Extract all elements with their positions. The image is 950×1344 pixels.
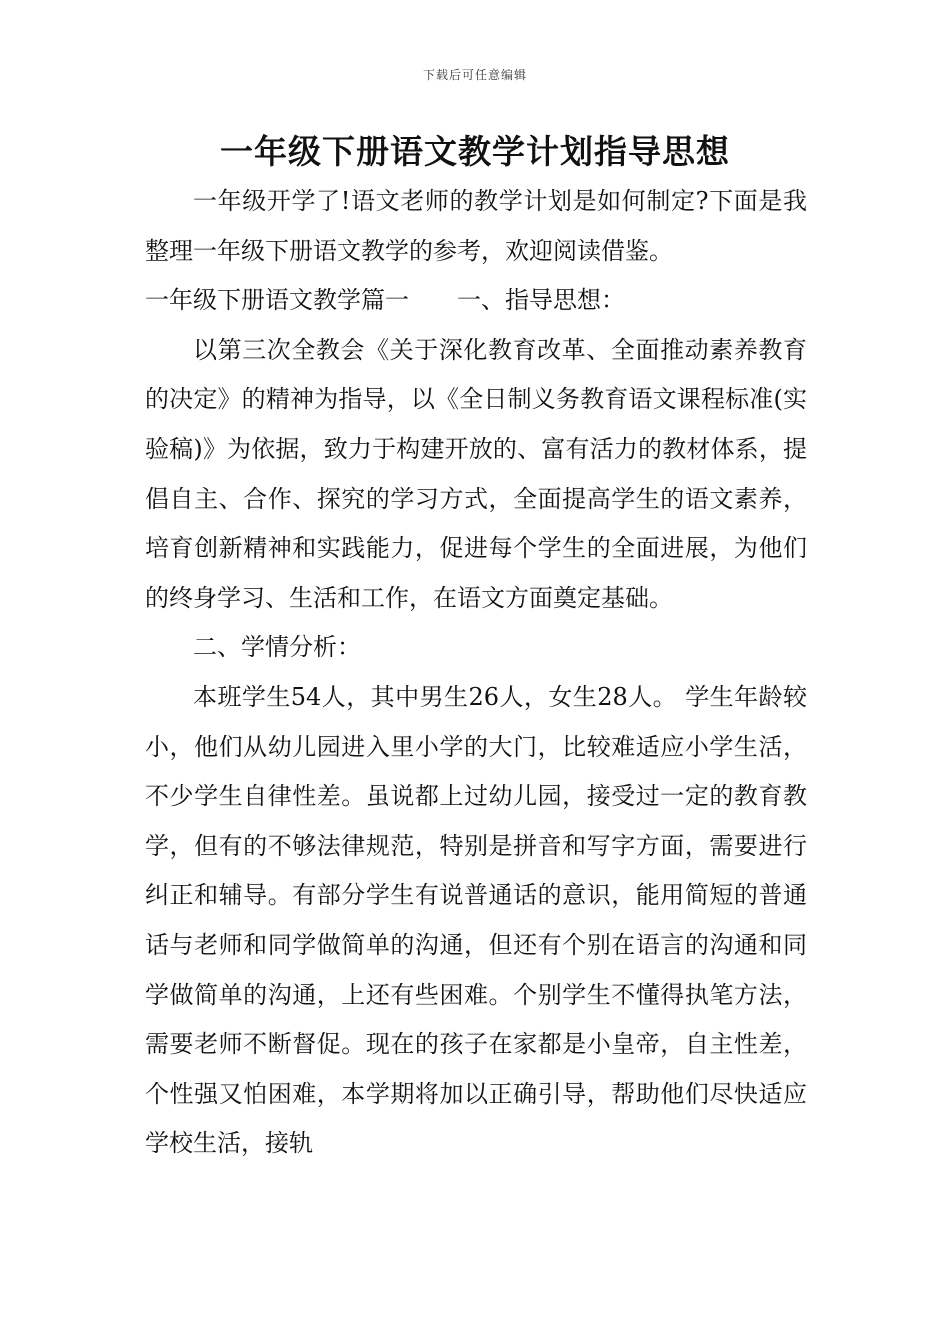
analysis-heading: 二、学情分析： <box>193 633 361 662</box>
intro-paragraph: 一年级开学了!语文老师的教学计划是如何制定?下面是我整理一年级下册语文教学的参考，欢迎阅读借鉴。 <box>145 187 807 265</box>
section-line <box>145 276 807 326</box>
guiding-thought-paragraph: 以第三次全教会《关于深化教育改革、全面推动素养教育的决定》的精神为指导，以《全日制义务教育语文课程标准(实验稿)》为依据，致力于构建开放的、富有活力的教材体系，提倡自主、合作、探究的学习方式，全面提高学生的语文素养，培育创新精神和实践能力，促进每个学生的全面进展，为他们的终身学习、生活和工作，在语文方面奠定基础。 <box>145 335 807 612</box>
document-body <box>145 177 807 1169</box>
document-title: 一年级下册语文教学计划指导思想 <box>220 132 730 171</box>
page-header-note: 下载后可任意编辑 <box>422 68 527 82</box>
section-heading: 一、指导思想： <box>457 286 625 315</box>
analysis-paragraph: 本班学生54人，其中男生26人，女生28人。 学生年龄较小，他们从幼儿园进入里小学的大门，比较难适应小学生活，不少学生自律性差。虽说都上过幼儿园，接受过一定的教育教学，但有的不够法律规范，特别是拼音和写字方面，需要进行纠正和辅导。有部分学生有说普通话的意识，能用简短的普通话与老师和同学做简单的沟通，但还有个别在语言的沟通和同学做简单的沟通，上还有些困难。个别学生不懂得执笔方法，需要老师不断督促。现在的孩子在家都是小皇帝，自主性差，个性强又怕困难，本学期将加以正确引导，帮助他们尽快适应学校生活，接轨 <box>145 682 807 1158</box>
section-part-label: 一年级下册语文教学篇一 <box>145 286 409 315</box>
